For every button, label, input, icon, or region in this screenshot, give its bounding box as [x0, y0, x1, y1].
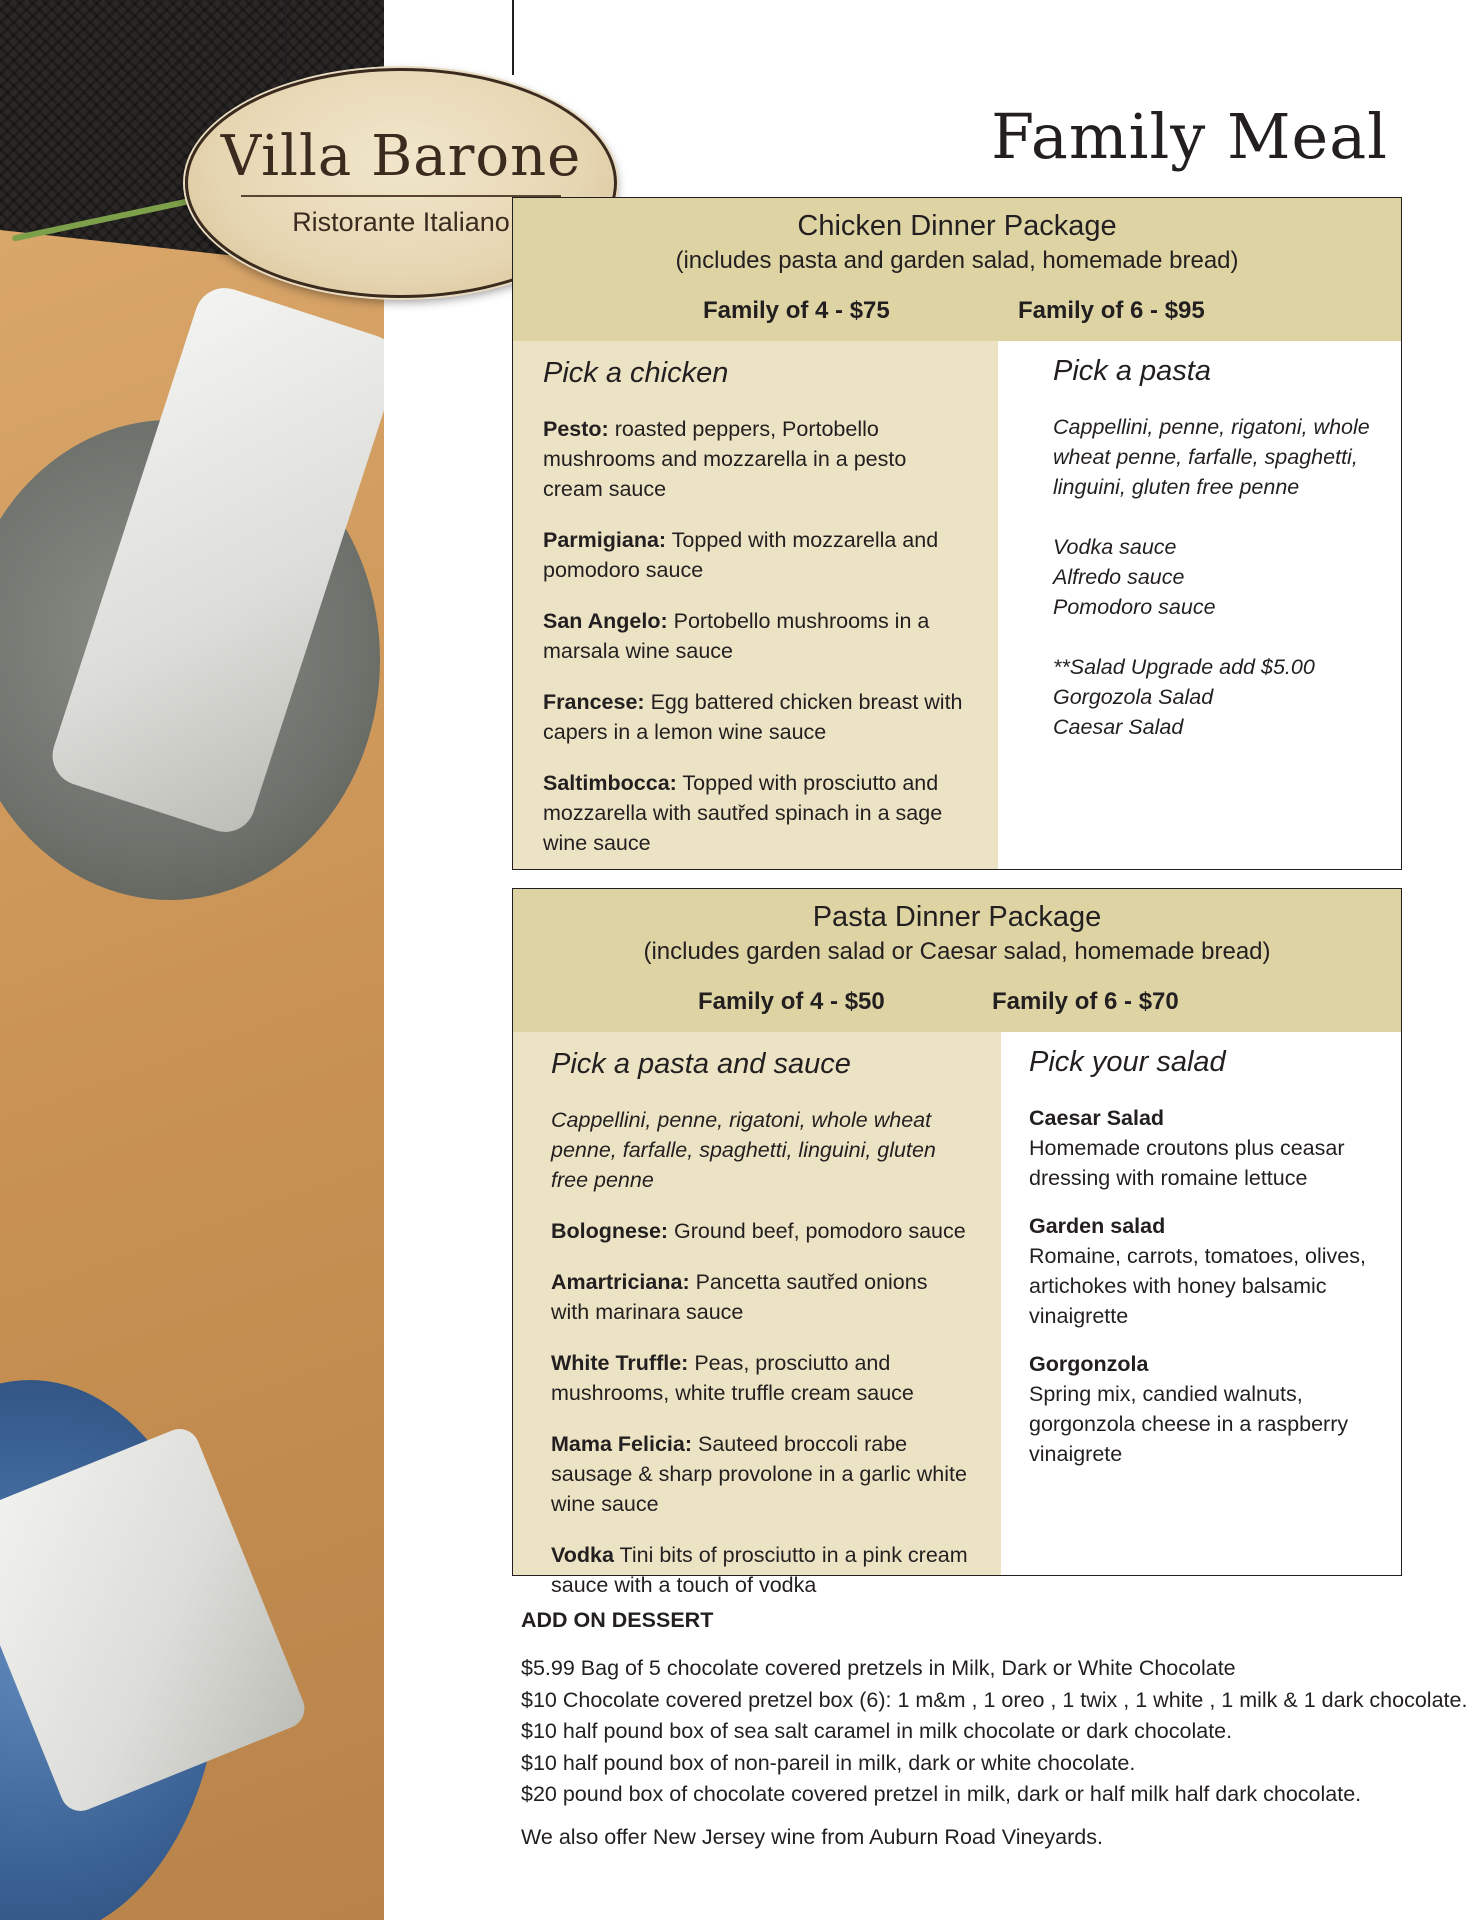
item-desc: Pancetta sautřed onions with marinara sauce: [551, 1270, 928, 1324]
menu-item: [543, 525, 968, 585]
pasta-line: Cappellini, penne, rigatoni, whole: [1053, 415, 1370, 439]
menu-item: [543, 414, 968, 504]
item-desc: Topped with prosciutto and mozzarella with sautřed spinach in a sage wine sauce: [543, 771, 943, 855]
item-name: Saltimbocca:: [543, 771, 677, 795]
item-name: White Truffle:: [551, 1351, 689, 1375]
item-desc: Peas, prosciutto and mushrooms, white truffle cream sauce: [551, 1351, 914, 1405]
pasta-sauce-column: [513, 1032, 1001, 1597]
item-desc: Egg battered chicken breast with capers in a lemon wine sauce: [543, 690, 963, 744]
salad-column: [1001, 1032, 1401, 1575]
pasta-line: linguini, gluten free penne: [1053, 475, 1300, 499]
chicken-dinner-package: [512, 197, 1402, 870]
dessert-item: $10 half pound box of sea salt caramel in milk chocolate or dark chocolate.: [521, 1719, 1233, 1743]
price-family-4: Family of 4 - $50: [698, 988, 885, 1015]
item-name: Mama Felicia:: [551, 1432, 692, 1456]
item-desc: Topped with mozzarella and pomodoro sauce: [543, 528, 939, 582]
salad-upgrade-line: Caesar Salad: [1053, 715, 1184, 739]
dessert-section: [521, 1608, 1468, 1850]
page-title: Family Meal: [991, 100, 1388, 173]
column-heading: Pick a pasta: [1053, 355, 1211, 387]
salad-name: Garden salad: [1029, 1214, 1166, 1238]
pasta-options: Cappellini, penne, rigatoni, whole wheat penne, farfalle, spaghetti, linguini, gluten free penne: [551, 1108, 936, 1192]
menu-item: [543, 687, 968, 747]
package-title: Pasta Dinner Package: [812, 901, 1102, 933]
menu-item: [543, 606, 968, 666]
logo-subtitle: Ristorante Italiano: [292, 206, 510, 237]
price-family-6: Family of 6 - $70: [992, 988, 1179, 1015]
logo-name: Villa Barone: [220, 123, 582, 189]
dessert-heading: ADD ON DESSERT: [521, 1608, 714, 1632]
package-includes: (includes pasta and garden salad, homemade bread): [675, 247, 1239, 274]
menu-item: [543, 768, 968, 858]
menu-item: [551, 1267, 971, 1327]
price-family-4: Family of 4 - $75: [703, 297, 890, 324]
item-name: Pesto:: [543, 417, 609, 441]
package-includes: (includes garden salad or Caesar salad, homemade bread): [643, 938, 1271, 965]
package-body: [513, 1032, 1401, 1597]
dessert-item: $10 Chocolate covered pretzel box (6): 1 m&m , 1 oreo , 1 twix , 1 white , 1 milk & 1 dark chocolate.: [521, 1687, 1468, 1712]
salad-desc: Homemade croutons plus ceasar dressing with romaine lettuce: [1029, 1136, 1345, 1190]
salad-name: Gorgonzola: [1029, 1352, 1149, 1376]
salad-upgrade-line: Gorgozola Salad: [1053, 685, 1214, 709]
package-prices: [513, 297, 1401, 337]
package-title: Chicken Dinner Package: [797, 210, 1117, 242]
item-desc: Portobello mushrooms in a marsala wine sauce: [543, 609, 930, 663]
salad-upgrade-line: **Salad Upgrade add $5.00: [1053, 655, 1315, 679]
hanging-string-right: [512, 0, 514, 75]
item-desc: Tini bits of prosciutto in a pink cream sauce with a touch of vodka: [551, 1543, 968, 1597]
sauce-option: Vodka sauce: [1053, 535, 1177, 559]
salad-name: Caesar Salad: [1029, 1106, 1165, 1130]
price-family-6: Family of 6 - $95: [1018, 297, 1205, 324]
sauce-option: Alfredo sauce: [1053, 565, 1185, 589]
package-prices: [513, 988, 1401, 1028]
pasta-options-column: [998, 341, 1401, 869]
item-name: San Angelo:: [543, 609, 668, 633]
chicken-options-column: [513, 341, 998, 869]
column-heading: Pick your salad: [1029, 1046, 1226, 1078]
item-desc: Sauteed broccoli rabe sausage & sharp provolone in a garlic white wine sauce: [551, 1432, 967, 1516]
pasta-line: wheat penne, farfalle, spaghetti,: [1053, 445, 1358, 469]
salad-desc: Spring mix, candied walnuts, gorgonzola cheese in a raspberry vinaigrete: [1029, 1382, 1349, 1466]
dessert-item: $10 half pound box of non-pareil in milk, dark or white chocolate.: [521, 1750, 1136, 1775]
column-heading: Pick a chicken: [543, 357, 729, 389]
item-name: Amartriciana:: [551, 1270, 690, 1294]
item-desc: roasted peppers, Portobello mushrooms and mozzarella in a pesto cream sauce: [543, 417, 907, 501]
item-name: Parmigiana:: [543, 528, 667, 552]
menu-item: [551, 1348, 971, 1408]
green-stem: [12, 194, 209, 241]
package-header: [513, 889, 1401, 1032]
item-name: Bolognese:: [551, 1219, 669, 1243]
dessert-item: $5.99 Bag of 5 chocolate covered pretzels in Milk, Dark or White Chocolate: [521, 1656, 1236, 1680]
column-heading: Pick a pasta and sauce: [551, 1048, 851, 1080]
item-name: Vodka: [551, 1543, 614, 1567]
item-desc: Ground beef, pomodoro sauce: [668, 1219, 966, 1243]
wine-note: We also offer New Jersey wine from Auburn Road Vineyards.: [521, 1824, 1103, 1849]
item-name: Francese:: [543, 690, 645, 714]
sauce-option: Pomodoro sauce: [1053, 595, 1216, 619]
package-header: [513, 198, 1401, 341]
hanging-string-left: [285, 0, 287, 90]
menu-item: [551, 1540, 971, 1600]
package-body: [513, 341, 1401, 869]
menu-item: [551, 1216, 971, 1246]
menu-item: [551, 1429, 971, 1519]
pasta-list: [1053, 412, 1371, 742]
salad-desc: Romaine, carrots, tomatoes, olives, artichokes with honey balsamic vinaigrette: [1029, 1244, 1366, 1328]
pasta-dinner-package: [512, 888, 1402, 1597]
dessert-item: $20 pound box of chocolate covered pretzel in milk, dark or half milk half dark chocolate.: [521, 1782, 1362, 1806]
